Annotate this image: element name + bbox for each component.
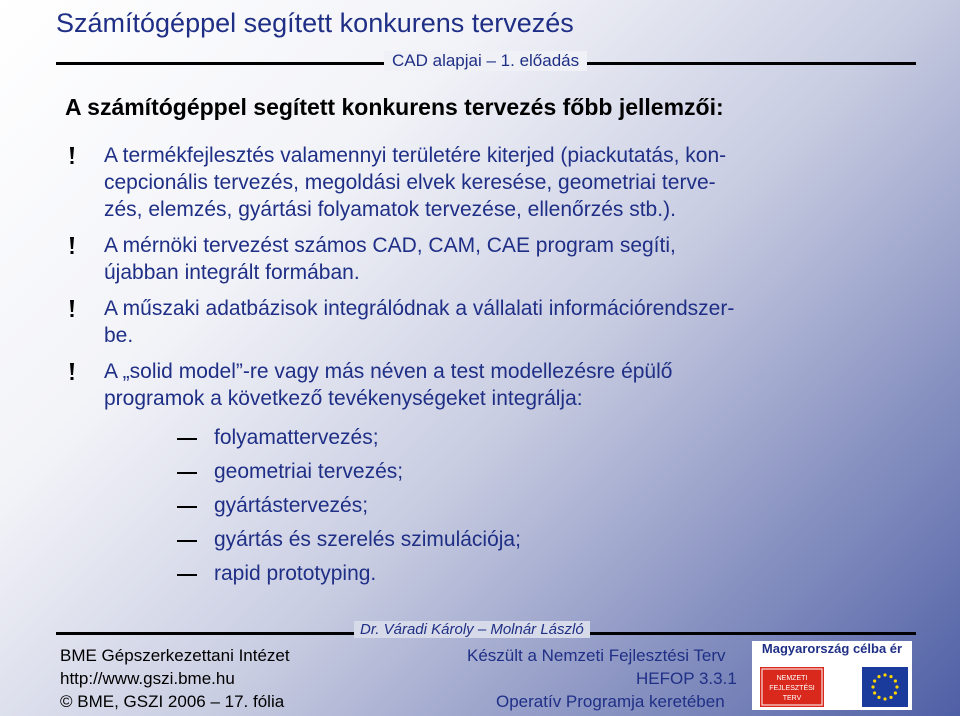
nft-logo-line: FEJLESZTÉSI [769, 685, 815, 692]
bullet-line: zés, elemzés, gyártási folyamatok tervezése, ellenőrzés stb.). [104, 198, 676, 221]
bullet-item [62, 358, 882, 412]
dash-icon [177, 540, 197, 542]
bullet-item [62, 232, 882, 286]
eu-star [871, 685, 874, 688]
nft-logo-line: NEMZETI [776, 675, 808, 682]
bullet-item [62, 142, 882, 223]
eu-star [883, 697, 886, 700]
logo-caption: Magyarország célba ér [761, 641, 903, 656]
bullet-line: A mérnöki tervezést számos CAD, CAM, CAE program segíti, [104, 234, 676, 257]
website-link[interactable]: http://www.gszi.bme.hu [60, 669, 235, 688]
eu-star [895, 685, 898, 688]
bullet-item [62, 295, 882, 349]
bullet-line: cepcionális tervezés, megoldási elvek keresése, geometriai terve- [104, 171, 716, 194]
dash-icon [177, 472, 197, 474]
copyright: © BME, GSZI 2006 – 17. fólia [60, 692, 285, 711]
slide-title: Számítógéppel segített konkurens tervezés [56, 8, 574, 38]
sub-item: gyártás és szerelés szimulációja; [62, 523, 882, 557]
nft-logo-line: TERV [782, 695, 802, 702]
dash-icon [177, 574, 197, 576]
exclamation-bullet-icon [65, 147, 79, 165]
bullet-list [62, 142, 882, 591]
bullet-line: A termékfejlesztés valamennyi területére kiterjed (piackutatás, kon- [104, 144, 727, 167]
exclamation-bullet-icon [65, 237, 79, 255]
exclamation-bullet-icon [65, 363, 79, 381]
eu-star [889, 675, 892, 678]
nft-logo [760, 667, 824, 707]
dash-icon [177, 438, 197, 440]
sub-item: geometriai tervezés; [62, 455, 882, 489]
eu-star [873, 679, 876, 682]
authors: Dr. Váradi Károly – Molnár László [354, 621, 590, 638]
eu-star [877, 675, 880, 678]
program-code: HEFOP 3.3.1 [636, 669, 737, 688]
exclamation-bullet-icon [65, 300, 79, 318]
eu-star [894, 679, 897, 682]
section-heading: A számítógéppel segített konkurens tervezés főbb jellemzői: [65, 94, 724, 120]
program-name: Operatív Programja keretében [496, 692, 725, 711]
eu-star [877, 696, 880, 699]
bullet-line: A „solid model”-re vagy más néven a test modellezésre épülő [104, 360, 673, 383]
bullet-line: programok a következő tevékenységeket integrálja: [104, 387, 583, 410]
dash-icon [177, 506, 197, 508]
institute: BME Gépszerkezettani Intézet [60, 646, 290, 665]
bullet-line: A műszaki adatbázisok integrálódnak a vállalati információrendszer- [104, 297, 735, 320]
slide-subtitle: CAD alapjai – 1. előadás [384, 51, 587, 71]
bullet-line: be. [104, 324, 134, 347]
sub-item: gyártástervezés; [62, 489, 882, 523]
made-by: Készült a Nemzeti Fejlesztési Terv [467, 646, 726, 665]
bullet-line: újabban integrált formában. [104, 261, 360, 284]
eu-star [894, 691, 897, 694]
eu-star [889, 696, 892, 699]
sub-item: rapid prototyping. [62, 557, 882, 591]
sub-item: folyamattervezés; [62, 421, 882, 455]
eu-star [873, 691, 876, 694]
eu-star [883, 673, 886, 676]
eu-flag-icon [862, 667, 908, 707]
